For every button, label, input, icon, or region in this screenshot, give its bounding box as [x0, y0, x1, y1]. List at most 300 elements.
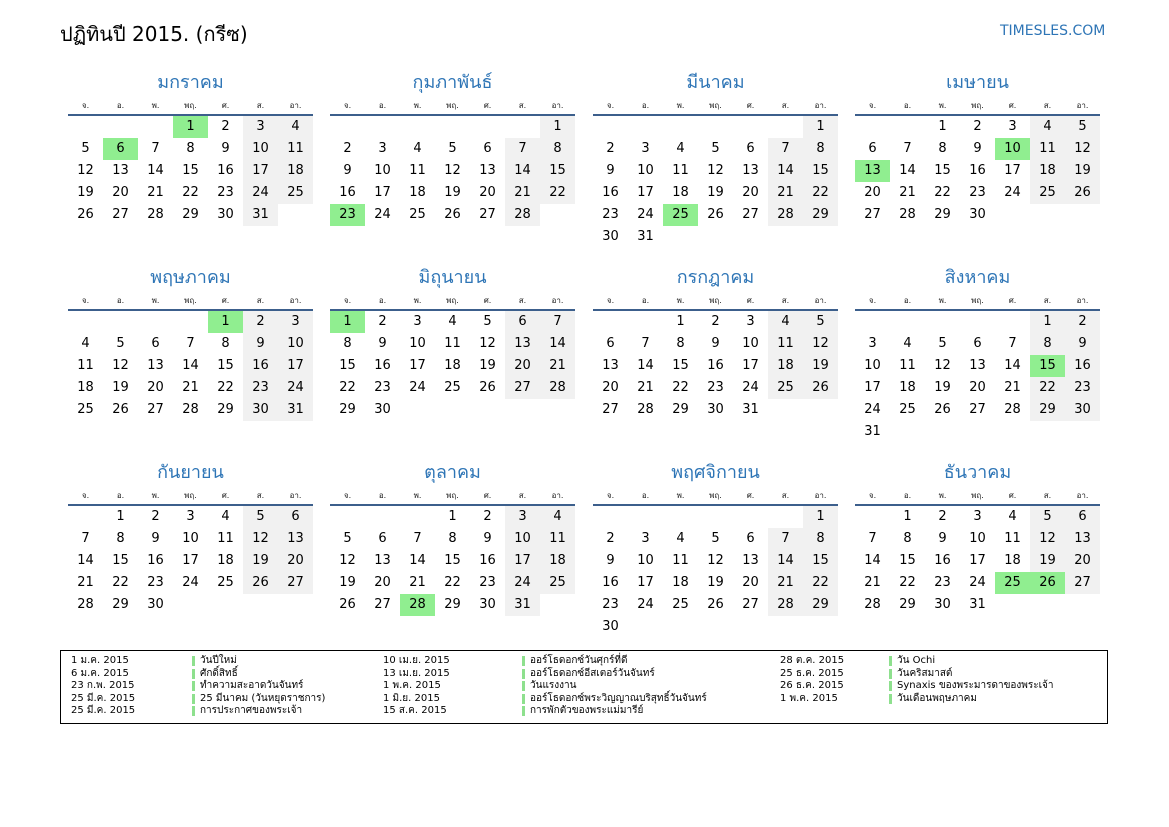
weekday-label: อา.	[289, 296, 302, 305]
weekday-label: ส.	[1043, 491, 1052, 500]
weekday-label: อ.	[903, 491, 912, 500]
day-cell: 3	[505, 506, 540, 528]
weekday-label: อ.	[641, 296, 650, 305]
day-cell: 28	[77, 597, 94, 612]
legend-holiday-name: Synaxis ของพระมารดาของพระเจ้า	[897, 680, 1054, 692]
day-cell: 5	[243, 506, 278, 528]
day-cell: 14	[77, 553, 94, 568]
day-cell: 19	[803, 355, 838, 377]
empty-cell	[470, 399, 505, 421]
day-cell: 30	[479, 597, 496, 612]
day-cell: 5	[448, 141, 457, 156]
day-cell: 14	[540, 333, 575, 355]
day-cell: 31	[505, 594, 540, 616]
holiday-day-cell: 26	[1030, 572, 1065, 594]
day-cell: 6	[278, 506, 313, 528]
weekday-label: พ.	[938, 101, 947, 110]
empty-cell	[733, 116, 768, 138]
day-cell: 30	[602, 229, 619, 244]
legend-holiday-name: วัน Ochi	[897, 655, 936, 666]
day-cell: 26	[803, 377, 838, 399]
empty-cell	[925, 311, 960, 333]
day-cell: 9	[973, 141, 982, 156]
day-cell: 26	[1065, 182, 1100, 204]
weekday-label: พฤ.	[709, 296, 722, 305]
day-cell: 3	[868, 336, 877, 351]
empty-cell	[173, 594, 208, 616]
day-cell: 9	[606, 553, 615, 568]
legend-marker	[522, 681, 525, 691]
day-cell: 19	[243, 550, 278, 572]
empty-cell	[995, 204, 1030, 226]
day-cell: 14	[637, 358, 654, 373]
day-cell: 15	[672, 358, 689, 373]
empty-cell	[995, 594, 1030, 616]
legend-date: 25 มี.ค. 2015	[71, 692, 136, 704]
empty-cell	[768, 616, 803, 638]
weekday-label: ส.	[518, 296, 527, 305]
day-cell: 19	[479, 358, 496, 373]
empty-cell	[330, 506, 365, 528]
legend-holiday-name: การพักตัวของพระแม่มารีย์	[530, 705, 644, 717]
weekday-label: ส.	[256, 491, 265, 500]
legend-holiday-name: ออร์โธดอกซ์พระวิญญาณบริสุทธิ์วันจันทร์	[530, 692, 707, 704]
weekday-label: อา.	[814, 101, 827, 110]
day-cell: 21	[1004, 380, 1021, 395]
day-cell: 6	[746, 531, 755, 546]
weekday-label: อา.	[1076, 296, 1089, 305]
day-cell: 19	[112, 380, 129, 395]
day-cell: 20	[479, 185, 496, 200]
day-cell: 26	[707, 597, 724, 612]
day-cell: 3	[973, 509, 982, 524]
weekday-label: จ.	[343, 491, 352, 500]
day-cell: 18	[409, 185, 426, 200]
day-cell: 23	[602, 597, 619, 612]
day-cell: 17	[278, 355, 313, 377]
day-cell: 8	[343, 336, 352, 351]
day-cell: 21	[540, 355, 575, 377]
weekday-header	[855, 96, 1100, 116]
day-cell: 25	[1030, 182, 1065, 204]
day-cell: 12	[243, 528, 278, 550]
weekday-label: อา.	[551, 491, 564, 500]
day-cell: 14	[147, 163, 164, 178]
weekday-header	[68, 96, 313, 116]
day-cell: 15	[803, 160, 838, 182]
day-cell: 23	[707, 380, 724, 395]
day-cell: 23	[147, 575, 164, 590]
day-cell: 8	[803, 138, 838, 160]
empty-cell	[698, 616, 733, 638]
day-grid	[593, 506, 838, 638]
day-cell: 21	[182, 380, 199, 395]
day-cell: 9	[938, 531, 947, 546]
empty-cell	[540, 204, 575, 226]
legend-marker	[192, 656, 195, 666]
day-cell: 1	[938, 119, 947, 134]
day-cell: 27	[278, 572, 313, 594]
day-cell: 1	[116, 509, 125, 524]
day-cell: 18	[1030, 160, 1065, 182]
day-cell: 28	[1004, 402, 1021, 417]
day-cell: 5	[1030, 506, 1065, 528]
day-cell: 16	[969, 163, 986, 178]
empty-cell	[505, 116, 540, 138]
day-cell: 27	[602, 402, 619, 417]
month-block	[593, 265, 838, 421]
day-cell: 9	[151, 531, 160, 546]
day-cell: 18	[444, 358, 461, 373]
day-cell: 3	[746, 314, 755, 329]
legend-marker	[889, 694, 892, 704]
day-cell: 18	[672, 575, 689, 590]
day-cell: 11	[899, 358, 916, 373]
day-cell: 2	[606, 531, 615, 546]
day-cell: 2	[483, 509, 492, 524]
day-cell: 22	[672, 380, 689, 395]
empty-cell	[138, 116, 173, 138]
empty-cell	[768, 399, 803, 421]
day-cell: 27	[742, 207, 759, 222]
day-cell: 27	[742, 597, 759, 612]
day-cell: 26	[112, 402, 129, 417]
weekday-label: ศ.	[221, 101, 230, 110]
holiday-day-cell: 23	[330, 204, 365, 226]
day-cell: 26	[243, 572, 278, 594]
day-cell: 4	[676, 531, 685, 546]
day-cell: 22	[1030, 377, 1065, 399]
site-link[interactable]: TIMESLES.COM	[1000, 23, 1106, 39]
weekday-label: ศ.	[1008, 101, 1017, 110]
weekday-label: พ.	[676, 296, 685, 305]
day-cell: 18	[899, 380, 916, 395]
weekday-label: ศ.	[483, 491, 492, 500]
day-cell: 25	[278, 182, 313, 204]
weekday-header	[593, 96, 838, 116]
month-name: กันยายน	[157, 462, 224, 483]
day-cell: 6	[505, 311, 540, 333]
day-cell: 20	[112, 185, 129, 200]
day-grid	[330, 506, 575, 616]
weekday-label: จ.	[868, 491, 877, 500]
empty-cell	[995, 311, 1030, 333]
day-cell: 20	[1065, 550, 1100, 572]
day-cell: 13	[1065, 528, 1100, 550]
day-cell: 19	[707, 185, 724, 200]
month-block	[68, 70, 313, 226]
legend-date: 1 มิ.ย. 2015	[383, 692, 440, 704]
weekday-label: อา.	[289, 101, 302, 110]
day-cell: 4	[768, 311, 803, 333]
day-cell: 30	[147, 597, 164, 612]
day-cell: 6	[868, 141, 877, 156]
day-cell: 15	[803, 550, 838, 572]
day-cell: 24	[374, 207, 391, 222]
day-cell: 12	[339, 553, 356, 568]
day-cell: 24	[969, 575, 986, 590]
day-cell: 14	[768, 160, 803, 182]
month-name: เมษายน	[946, 72, 1009, 93]
month-block	[330, 460, 575, 616]
legend-marker	[889, 656, 892, 666]
weekday-label: อ.	[378, 101, 387, 110]
day-cell: 30	[243, 399, 278, 421]
day-cell: 21	[637, 380, 654, 395]
day-cell: 26	[707, 207, 724, 222]
legend-marker	[522, 669, 525, 679]
weekday-label: พ.	[151, 296, 160, 305]
day-cell: 18	[672, 185, 689, 200]
day-cell: 17	[243, 160, 278, 182]
day-cell: 22	[899, 575, 916, 590]
weekday-label: ส.	[518, 491, 527, 500]
empty-cell	[593, 311, 628, 333]
day-cell: 30	[217, 207, 234, 222]
empty-cell	[733, 506, 768, 528]
day-cell: 17	[505, 550, 540, 572]
empty-cell	[733, 226, 768, 248]
day-cell: 2	[711, 314, 720, 329]
day-cell: 28	[540, 377, 575, 399]
day-cell: 26	[934, 402, 951, 417]
day-cell: 31	[969, 597, 986, 612]
day-cell: 20	[742, 575, 759, 590]
day-cell: 4	[540, 506, 575, 528]
day-grid	[68, 116, 313, 226]
day-cell: 2	[1065, 311, 1100, 333]
day-cell: 13	[505, 333, 540, 355]
day-cell: 24	[182, 575, 199, 590]
legend-date: 10 เม.ย. 2015	[383, 655, 450, 666]
day-cell: 13	[374, 553, 391, 568]
weekday-label: พ.	[938, 491, 947, 500]
day-cell: 28	[768, 204, 803, 226]
day-cell: 4	[903, 336, 912, 351]
empty-cell	[768, 116, 803, 138]
day-cell: 24	[278, 377, 313, 399]
day-cell: 26	[444, 207, 461, 222]
day-cell: 7	[868, 531, 877, 546]
holiday-day-cell: 6	[103, 138, 138, 160]
day-cell: 8	[540, 138, 575, 160]
weekday-label: ส.	[781, 491, 790, 500]
weekday-label: ศ.	[746, 101, 755, 110]
day-cell: 7	[1008, 336, 1017, 351]
weekday-header	[593, 291, 838, 311]
legend-holiday-name: ทำความสะอาดวันจันทร์	[200, 680, 304, 692]
weekday-label: พฤ.	[709, 491, 722, 500]
day-cell: 30	[707, 402, 724, 417]
empty-cell	[103, 311, 138, 333]
day-cell: 5	[711, 531, 720, 546]
day-cell: 11	[77, 358, 94, 373]
empty-cell	[698, 116, 733, 138]
day-cell: 10	[182, 531, 199, 546]
weekday-label: ศ.	[746, 296, 755, 305]
day-cell: 10	[742, 336, 759, 351]
weekday-label: อา.	[289, 491, 302, 500]
day-cell: 28	[637, 402, 654, 417]
month-name: กรกฎาคม	[676, 267, 755, 288]
empty-cell	[663, 226, 698, 248]
empty-cell	[768, 506, 803, 528]
holiday-day-cell: 1	[173, 116, 208, 138]
day-cell: 15	[217, 358, 234, 373]
empty-cell	[1030, 594, 1065, 616]
day-cell: 6	[483, 141, 492, 156]
day-cell: 8	[903, 531, 912, 546]
day-cell: 29	[1030, 399, 1065, 421]
month-name: ตุลาคม	[424, 462, 481, 483]
empty-cell	[1065, 204, 1100, 226]
day-cell: 8	[448, 531, 457, 546]
day-cell: 14	[768, 550, 803, 572]
day-cell: 21	[768, 572, 803, 594]
day-cell: 29	[112, 597, 129, 612]
day-cell: 9	[243, 333, 278, 355]
day-cell: 19	[339, 575, 356, 590]
day-cell: 6	[151, 336, 160, 351]
legend-marker	[889, 669, 892, 679]
day-cell: 15	[934, 163, 951, 178]
holiday-day-cell: 1	[208, 311, 243, 333]
weekday-label: อ.	[378, 296, 387, 305]
holiday-day-cell: 28	[400, 594, 435, 616]
day-grid	[855, 311, 1100, 443]
day-cell: 8	[676, 336, 685, 351]
day-cell: 9	[483, 531, 492, 546]
day-cell: 19	[934, 380, 951, 395]
holiday-day-cell: 25	[995, 572, 1030, 594]
weekday-label: อ.	[116, 296, 125, 305]
empty-cell	[68, 116, 103, 138]
weekday-label: พ.	[151, 491, 160, 500]
day-cell: 25	[217, 575, 234, 590]
empty-cell	[278, 594, 313, 616]
empty-cell	[855, 116, 890, 138]
weekday-label: ส.	[518, 101, 527, 110]
day-cell: 1	[803, 506, 838, 528]
day-cell: 7	[641, 336, 650, 351]
day-cell: 12	[479, 336, 496, 351]
day-cell: 17	[409, 358, 426, 373]
day-cell: 11	[1004, 531, 1021, 546]
day-cell: 22	[934, 185, 951, 200]
day-cell: 27	[374, 597, 391, 612]
weekday-label: ส.	[256, 296, 265, 305]
day-grid	[855, 506, 1100, 616]
empty-cell	[1065, 594, 1100, 616]
day-cell: 13	[479, 163, 496, 178]
day-cell: 23	[479, 575, 496, 590]
day-cell: 11	[1030, 138, 1065, 160]
day-cell: 12	[707, 163, 724, 178]
day-cell: 7	[903, 141, 912, 156]
weekday-label: พ.	[151, 101, 160, 110]
day-cell: 2	[343, 141, 352, 156]
day-cell: 22	[540, 182, 575, 204]
day-cell: 4	[278, 116, 313, 138]
day-cell: 15	[540, 160, 575, 182]
day-grid	[855, 116, 1100, 226]
day-cell: 28	[505, 204, 540, 226]
empty-cell	[628, 506, 663, 528]
weekday-label: อ.	[903, 101, 912, 110]
day-cell: 25	[444, 380, 461, 395]
day-cell: 10	[864, 358, 881, 373]
day-cell: 10	[374, 163, 391, 178]
empty-cell	[243, 594, 278, 616]
day-cell: 11	[217, 531, 234, 546]
legend-date: 23 ก.พ. 2015	[71, 680, 135, 692]
weekday-label: จ.	[81, 296, 90, 305]
weekday-label: อา.	[551, 101, 564, 110]
day-cell: 1	[448, 509, 457, 524]
day-cell: 28	[147, 207, 164, 222]
day-cell: 15	[899, 553, 916, 568]
month-block	[593, 70, 838, 248]
weekday-label: พ.	[676, 101, 685, 110]
weekday-header	[855, 486, 1100, 506]
day-cell: 28	[182, 402, 199, 417]
empty-cell	[995, 421, 1030, 443]
legend-holiday-name: 25 มีนาคม (วันหยุดราชการ)	[200, 692, 326, 704]
legend-holiday-name: ศักดิ์สิทธิ์	[200, 667, 238, 679]
day-cell: 21	[899, 185, 916, 200]
day-cell: 16	[1065, 355, 1100, 377]
weekday-label: พ.	[413, 296, 422, 305]
weekday-label: ศ.	[221, 296, 230, 305]
month-name: มีนาคม	[686, 72, 745, 93]
page-title: ปฏิทินปี 2015. (กรีซ)	[60, 22, 248, 46]
day-cell: 20	[864, 185, 881, 200]
legend-date: 6 ม.ค. 2015	[71, 667, 129, 679]
weekday-label: ศ.	[1008, 491, 1017, 500]
empty-cell	[768, 226, 803, 248]
weekday-label: อา.	[551, 296, 564, 305]
day-cell: 7	[151, 141, 160, 156]
day-cell: 21	[505, 182, 540, 204]
day-cell: 25	[768, 377, 803, 399]
day-cell: 14	[505, 160, 540, 182]
legend-marker	[889, 681, 892, 691]
empty-cell	[435, 399, 470, 421]
holiday-day-cell: 25	[663, 204, 698, 226]
day-cell: 12	[707, 553, 724, 568]
day-cell: 25	[77, 402, 94, 417]
legend-date: 1 ม.ค. 2015	[71, 655, 129, 666]
day-cell: 16	[217, 163, 234, 178]
day-cell: 4	[676, 141, 685, 156]
day-cell: 4	[1008, 509, 1017, 524]
empty-cell	[173, 311, 208, 333]
legend-holiday-name: วันคริสมาสต์	[897, 667, 953, 679]
legend-marker	[192, 681, 195, 691]
weekday-label: ส.	[1043, 101, 1052, 110]
weekday-label: ศ.	[483, 101, 492, 110]
month-block	[855, 460, 1100, 616]
day-cell: 21	[864, 575, 881, 590]
empty-cell	[593, 116, 628, 138]
empty-cell	[1030, 204, 1065, 226]
day-cell: 11	[409, 163, 426, 178]
day-cell: 1	[803, 116, 838, 138]
month-block	[855, 70, 1100, 226]
day-cell: 10	[637, 163, 654, 178]
month-block	[330, 265, 575, 421]
weekday-header	[855, 291, 1100, 311]
